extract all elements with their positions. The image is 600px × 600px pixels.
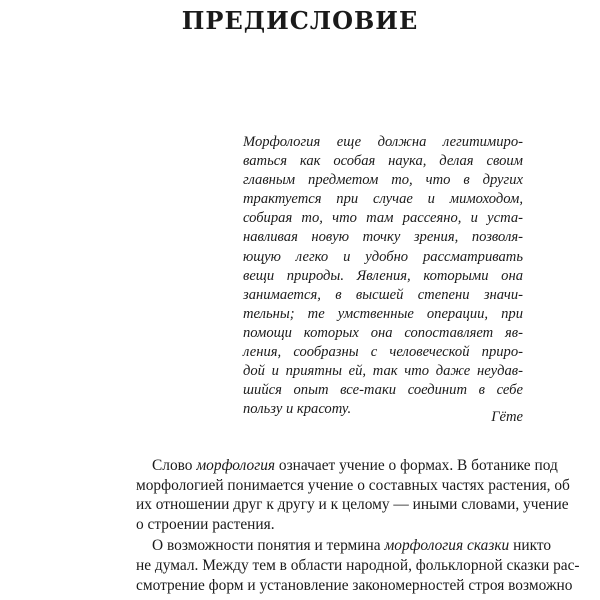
paragraph-2-line: смотрение форм и установление закономерностей строя возможно [136,576,573,594]
epigraph-line: навливая новую точку зрения, позволя- [243,229,523,246]
epigraph-line: пользу и красоту. [243,401,352,418]
epigraph [243,133,523,419]
paragraph-1-line: морфологией понимается учение о составных частях растения, об [136,476,570,494]
paragraph-1-line: о строении растения. [136,515,275,533]
text-run: Слово [152,457,197,474]
page-title: ПРЕДИСЛОВИЕ [181,6,419,35]
epigraph-author: Гёте [491,409,523,425]
epigraph-line: трактуется при случае и мимоходом, [243,191,523,208]
emphasis-term: морфология сказки [384,537,510,555]
epigraph-line: тельны; те умственные операции, при [243,305,523,322]
epigraph-line: дой и приятны ей, так что даже неудав- [243,363,523,380]
text-run: означает учение о формах. В ботанике под [275,457,558,474]
epigraph-line: шийся опыт все-таки соединит в себе [243,382,523,399]
text-run: никто [509,537,552,555]
epigraph-line: занимается, в высшей степени значи- [243,286,523,303]
text-run: О возможности понятия и термина [152,537,385,555]
paragraph-1-line: их отношении друг к другу и к целому — иными словами, учение [136,496,569,514]
paragraph-2-line: не думал. Между тем в области народной, фольклорной сказки рас- [136,556,580,574]
epigraph-line: ющую легко и удобно рассматривать [243,248,523,265]
epigraph-line: ваться как особая наука, делая своим [243,153,523,170]
epigraph-line: помощи которых она сопоставляет яв- [243,324,523,341]
epigraph-line: вещи природы. Явления, которыми она [243,267,523,284]
body-text [136,456,580,595]
epigraph-line: ления, сообразны с человеческой приро- [243,344,523,361]
paragraph-2-line [136,536,552,556]
epigraph-line: Морфология еще должна легитимиро- [243,134,523,150]
epigraph-line: главным предметом то, что в других [243,172,523,189]
paragraph-1-line [136,456,558,476]
epigraph-line: собирая то, что там рассеяно, и уста- [243,210,523,227]
emphasis-term: морфология [196,457,276,474]
